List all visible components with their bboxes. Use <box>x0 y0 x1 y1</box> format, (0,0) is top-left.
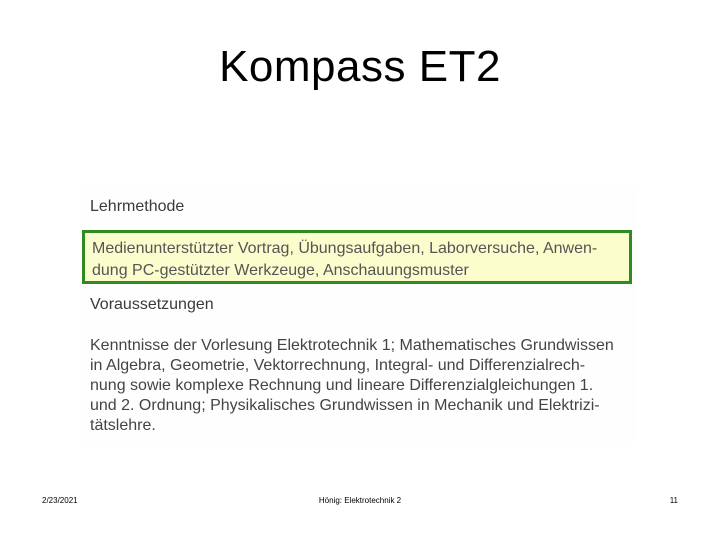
voraussetzungen-line: Kenntnisse der Vorlesung Elektrotechnik 1; Mathematisches Grundwissen <box>90 337 614 354</box>
voraussetzungen-text <box>90 336 630 436</box>
lehrmethode-line: dung PC-gestützter Werkzeuge, Anschauungsmuster <box>92 262 469 279</box>
voraussetzungen-line: in Algebra, Geometrie, Vektorrechnung, Integral- und Differenzialrech- <box>90 357 586 374</box>
voraussetzungen-line: tätslehre. <box>90 417 156 434</box>
lehrmethode-heading: Lehrmethode <box>90 198 185 215</box>
footer-date: 2/23/2021 <box>42 496 78 505</box>
voraussetzungen-line: nung sowie komplexe Rechnung und lineare Differenzialgleichungen 1. <box>90 377 594 394</box>
footer-page-number: 11 <box>669 496 678 505</box>
voraussetzungen-line: und 2. Ordnung; Physikalisches Grundwissen in Mechanik und Elektrizi- <box>90 397 600 414</box>
lehrmethode-line: Medienunterstützter Vortrag, Übungsaufgaben, Laborversuche, Anwen- <box>92 240 598 257</box>
lehrmethode-highlight-box <box>82 230 632 284</box>
footer-author: Hönig: Elektrotechnik 2 <box>318 496 402 505</box>
slide-title: Kompass ET2 <box>219 42 501 91</box>
course-info-panel <box>80 186 636 442</box>
voraussetzungen-heading: Voraussetzungen <box>90 296 214 313</box>
lehrmethode-text <box>92 238 627 282</box>
